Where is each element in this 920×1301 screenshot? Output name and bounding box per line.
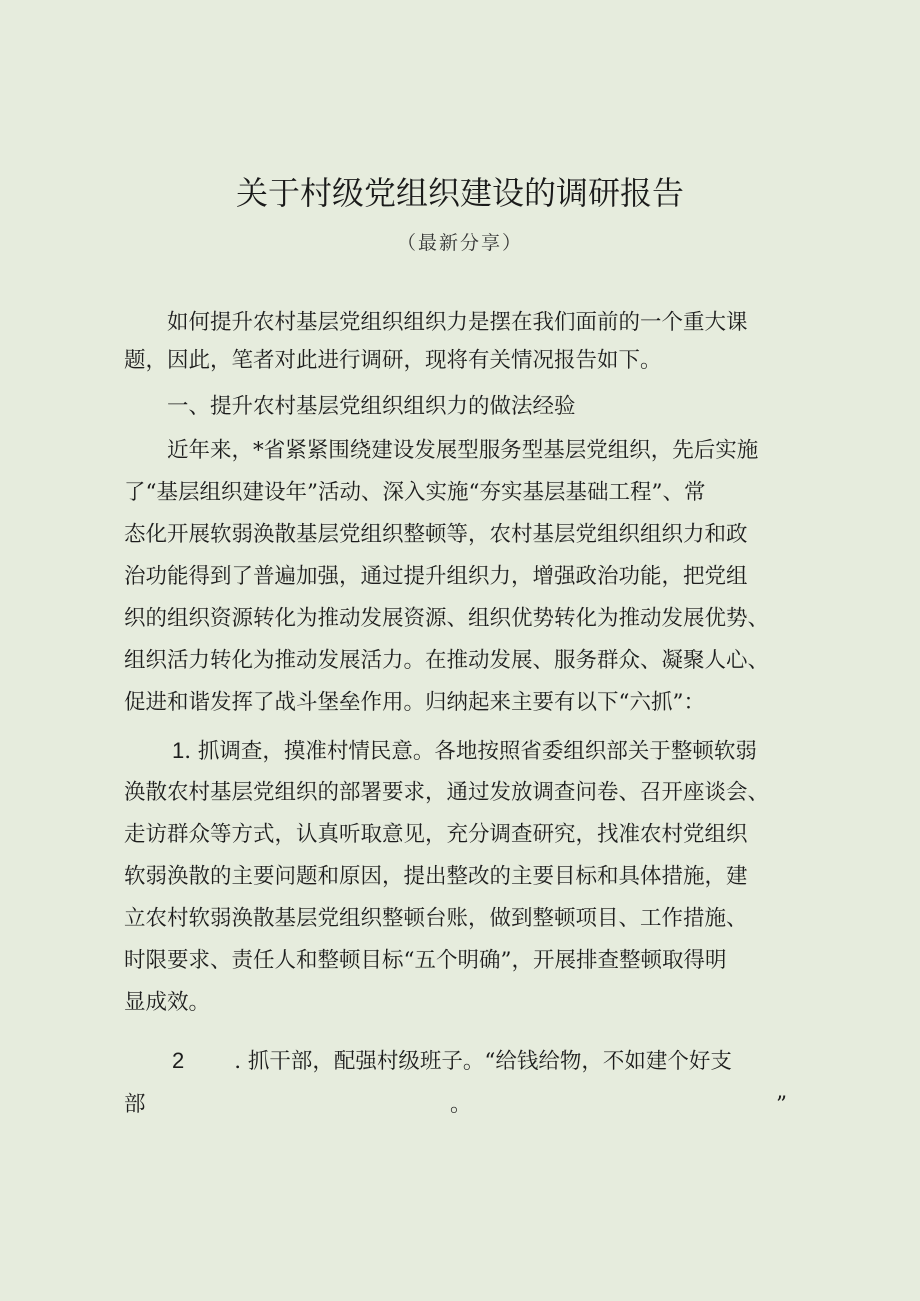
list-item-text: . 抓调查，摸准村情民意。各地按照省委组织部关于整顿软弱 xyxy=(184,739,757,764)
list-item-number: 1 xyxy=(172,738,185,763)
document-title: 关于村级党组织建设的调研报告 xyxy=(235,174,684,212)
list-item-2 xyxy=(172,1046,732,1077)
body-line: 立农村软弱涣散基层党组织整顿台账，做到整顿项目、工作措施、 xyxy=(124,906,748,931)
body-line: 治功能得到了普遍加强，通过提升组织力，增强政治功能，把党组 xyxy=(124,564,748,589)
body-line: 如何提升农村基层党组织组织力是摆在我们面前的一个重大课 xyxy=(124,310,748,335)
body-line: 了“基层组织建设年”活动、深入实施“夯实基层基础工程”、常 xyxy=(124,480,706,505)
body-line: 组织活力转化为推动发展活力。在推动发展、服务群众、凝聚人心、 xyxy=(124,648,770,673)
partial-period: 。 xyxy=(450,1092,472,1117)
body-line: 走访群众等方式，认真听取意见，充分调查研究，找准农村党组织 xyxy=(124,822,748,847)
partial-word: 部 xyxy=(124,1092,146,1117)
body-line: 促进和谐发挥了战斗堡垒作用。归纳起来主要有以下“六抓”： xyxy=(124,690,705,715)
document-subtitle: （最新分享） xyxy=(396,232,523,254)
body-line: 题，因此，笔者对此进行调研，现将有关情况报告如下。 xyxy=(124,348,662,373)
list-item-number: 2 xyxy=(172,1048,185,1073)
body-line: 织的组织资源转化为推动发展资源、组织优势转化为推动发展优势、 xyxy=(124,606,770,631)
list-item-text: . 抓干部，配强村级班子。“给钱给物，不如建个好支 xyxy=(234,1049,732,1074)
body-line: 近年来，*省紧紧围绕建设发展型服务型基层党组织，先后实施 xyxy=(124,438,759,463)
partial-quote: ” xyxy=(776,1092,787,1117)
body-line: 软弱涣散的主要问题和原因，提出整改的主要目标和具体措施，建 xyxy=(124,864,748,889)
body-line: 态化开展软弱涣散基层党组织整顿等，农村基层党组织组织力和政 xyxy=(124,522,748,547)
partial-line xyxy=(124,1090,804,1120)
body-line: 显成效。 xyxy=(124,990,211,1015)
body-line: 时限要求、责任人和整顿目标“五个明确”，开展排查整顿取得明 xyxy=(124,948,727,973)
body-line: 涣散农村基层党组织的部署要求，通过发放调查问卷、召开座谈会、 xyxy=(124,780,770,805)
section-heading: 一、提升农村基层党组织组织力的做法经验 xyxy=(124,394,576,419)
list-item-1 xyxy=(172,736,757,767)
